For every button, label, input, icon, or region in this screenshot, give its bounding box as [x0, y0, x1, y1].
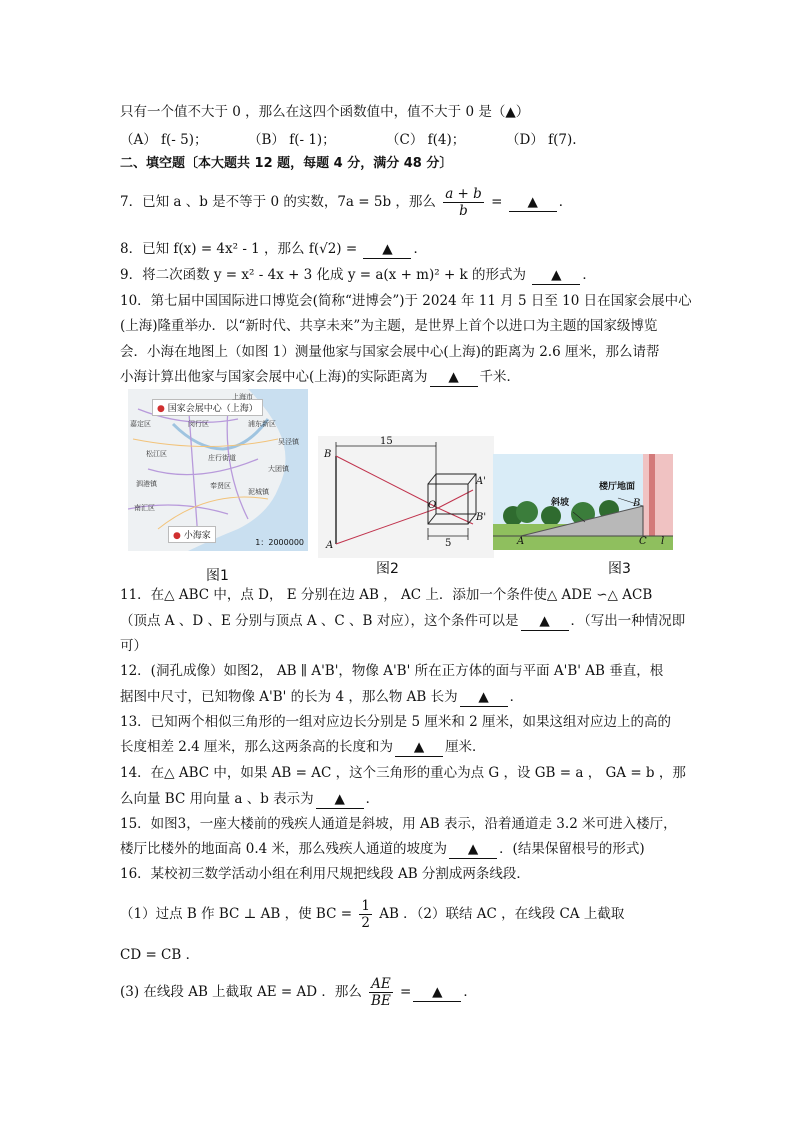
q9-text: 9．将二次函数 y = x² - 4x + 3 化成 y = a(x + m)² + k 的形式为: [120, 267, 527, 283]
map-place-1: 上海市: [232, 393, 253, 401]
section-heading: 二、填空题〔本大题共 12 题，每题 4 分，满分 48 分〕: [120, 156, 453, 171]
q11-line-1: 11．在△ ABC 中，点 D， E 分别在边 AB ， AC 上．添加一个条件使△ ADE ∽△ ACB: [120, 587, 653, 603]
q11-line-2: [120, 612, 685, 631]
q6-text: 只有一个值不大于 0 ，那么在这四个函数值中，值不大于 0 是（▲）: [120, 104, 530, 120]
question-9: 9．将二次函数 y = x² - 4x + 3 化成 y = a(x + m)² + k 的形式为 ▲ ．: [120, 267, 596, 283]
answer-blank: ▲: [532, 266, 580, 285]
q7-equals: =: [491, 194, 503, 210]
fig3-label-c: C: [639, 536, 647, 547]
map-marker-home: [168, 526, 216, 543]
figure-3-ramp: [493, 454, 673, 550]
map-place-7: 庄行街道: [208, 454, 236, 462]
q12-line-1: 12．(洞孔成像）如图2， AB ∥ A'B'，物像 A'B' 所在正方体的面与平面 A'B' AB 垂直，根: [120, 663, 664, 679]
map-place-10: 奉贤区: [210, 482, 231, 490]
map-place-12: 南汇区: [134, 504, 155, 512]
q13-line-2: [120, 738, 486, 757]
map-place-6: 吴泾镇: [278, 438, 299, 446]
pinhole-diagram: [318, 436, 494, 558]
q12-line-2: [120, 688, 523, 707]
fig3-floor-label: 楼厅地面: [599, 482, 636, 492]
map-place-8: 大团镇: [268, 465, 289, 473]
q11-line-2-text: （顶点 A 、D 、E 分别与顶点 A 、C 、B 对应），这个条件可以是: [120, 613, 519, 629]
figure-1-map: [128, 389, 308, 551]
q10-line-2: (上海)隆重举办．以“新时代、共享未来”为主题，是世界上首个以进口为主题的国家级博览: [120, 318, 658, 334]
q14-line-2-tail: ．: [365, 791, 380, 807]
map-marker-expo-label: 国家会展中心（上海）: [167, 404, 258, 414]
q6-option-d: （D） f(7).: [506, 132, 577, 148]
answer-blank: ▲: [395, 738, 443, 757]
answer-blank: ▲: [521, 612, 569, 631]
q16-line-4: (3) 在线段 AB 上截取 AE = AD ．那么 $\frac{AE}{BE}$ = ▲ ．: [120, 976, 477, 1009]
map-place-2: 嘉定区: [130, 420, 151, 428]
q15-line-2-tail: ．(结果保留根号的形式): [499, 841, 645, 857]
q11-line-3: 可）: [120, 638, 147, 654]
q16-equals: =: [400, 984, 412, 1000]
answer-blank: ▲: [430, 368, 478, 387]
q10-line-4: [120, 368, 520, 387]
q10-line-3: 会．小海在地图上（如图 1）测量他家与国家会展中心(上海)的距离为 2.6 厘米，那么请帮: [120, 344, 660, 360]
q12-line-2-tail: ．: [509, 689, 524, 705]
q15-line-2-text: 楼厅比楼外的地面高 0.4 米，那么残疾人通道的坡度为: [120, 841, 448, 857]
map-place-3: 闵行区: [188, 420, 209, 428]
figure-1-caption: 图1: [206, 568, 229, 584]
fig2-label-b-prime: B': [476, 512, 487, 523]
q16-step-2-text: AB ．（2）联结 AC ，在线段 CA 上截取: [379, 906, 625, 922]
q14-line-2-text: 么向量 BC 用向量 a 、b 表示为: [120, 791, 314, 807]
fig2-label-a-prime: A': [476, 476, 486, 487]
q16-line-1: 16．某校初三数学活动小组在利用尺规把线段 AB 分割成两条线段．: [120, 866, 530, 882]
fig3-label-b: B: [633, 498, 641, 509]
q8-text: 8．已知 f(x) = 4x² - 1 ，那么 f(√2) =: [120, 241, 358, 257]
answer-blank: ▲: [316, 790, 364, 809]
map-place-9: 泗港镇: [136, 480, 157, 488]
map-place-4: 浦东新区: [248, 420, 276, 428]
fig3-label-l: l: [661, 536, 665, 547]
answer-blank: ▲: [460, 688, 508, 707]
q16-ratio-numerator: AE: [371, 976, 391, 992]
q13-line-2-text: 长度相差 2.4 厘米，那么这两条高的长度和为: [120, 739, 394, 755]
q15-line-2: [120, 840, 645, 859]
q11-line-2-tail: ．（写出一种情况即: [570, 613, 686, 629]
q6-option-c: （C） f(4)；: [386, 132, 466, 148]
q16-ratio-denominator: BE: [371, 993, 391, 1009]
q13-line-1: 13．已知两个相似三角形的一组对应边长分别是 5 厘米和 2 厘米，如果这组对应边上的高的: [120, 714, 672, 730]
q7-numerator: a + b: [445, 186, 482, 202]
q14-line-1: 14．在△ ABC 中，如果 AB = AC ，这个三角形的重心为点 G ，设 GB = a ， GA = b ，那: [120, 765, 686, 781]
q16-line-3: CD = CB ．: [120, 947, 200, 963]
q16-half-fraction: [359, 898, 372, 931]
figure-2-pinhole: [318, 436, 494, 558]
q14-line-2: [120, 790, 379, 809]
q7-denominator: b: [459, 203, 468, 219]
q16-step-3-text: (3) 在线段 AB 上截取 AE = AD ．那么: [120, 984, 362, 1000]
answer-blank: ▲: [449, 840, 497, 859]
map-place-11: 泥城镇: [248, 488, 269, 496]
map-scale: 1：2000000: [255, 538, 304, 547]
figure-3-caption: 图3: [608, 561, 631, 577]
location-pin-icon: ●: [157, 404, 165, 414]
fig2-label-a: A: [326, 540, 334, 551]
answer-blank: ▲: [509, 193, 557, 212]
q16-half-numerator: 1: [361, 898, 370, 914]
question-8: 8．已知 f(x) = 4x² - 1 ，那么 f(√2) = ▲ ．: [120, 241, 427, 257]
q16-line-2: [120, 898, 624, 931]
q15-line-1: 15．如图3，一座大楼前的残疾人通道是斜坡，用 AB 表示，沿着通道走 3.2 米可进入楼厅，: [120, 816, 677, 832]
q6-option-a: （A） f(- 5)；: [120, 132, 208, 148]
q16-step-1-text: （1）过点 B 作 BC ⊥ AB ，使 BC =: [120, 906, 353, 922]
answer-blank: ▲: [413, 983, 461, 1002]
fig2-label-b: B: [324, 449, 332, 460]
q7-text: 7．已知 a 、b 是不等于 0 的实数，7a = 5b ，那么: [120, 194, 436, 210]
fig2-label-o: O: [428, 500, 437, 511]
answer-blank: ▲: [363, 240, 411, 259]
map-marker-home-label: 小海家: [183, 531, 211, 541]
q10-line-1: 10．第七届中国国际进口博览会(简称“进博会”)于 2024 年 11 月 5 日至 10 日在国家会展中心: [120, 293, 692, 309]
q6-option-b: （B） f(- 1)；: [248, 132, 336, 148]
q10-line-4-text: 小海计算出他家与国家会展中心(上海)的实际距离为: [120, 369, 428, 385]
q13-unit: 厘米．: [445, 739, 486, 755]
figure-2-caption: 图2: [376, 561, 399, 577]
fig3-slope-label: 斜坡: [551, 498, 570, 508]
q10-unit: 千米．: [479, 369, 521, 385]
q7-fraction: [443, 186, 484, 219]
fig2-dim-15: 15: [380, 436, 393, 447]
map-place-5: 松江区: [146, 450, 167, 458]
question-7: 7．已知 a 、b 是不等于 0 的实数，7a = 5b ，那么 $\frac{a + b}{b}$ = ▲ ．: [120, 186, 573, 219]
location-pin-icon: ●: [173, 531, 181, 541]
fig3-label-a: A: [517, 536, 525, 547]
q16-half-denominator: 2: [361, 915, 370, 931]
fig2-dim-5: 5: [445, 538, 452, 549]
q16-ratio-fraction: [369, 976, 393, 1009]
q12-line-2-text: 据图中尺寸，已知物像 A'B' 的长为 4 ，那么物 AB 长为: [120, 689, 458, 705]
